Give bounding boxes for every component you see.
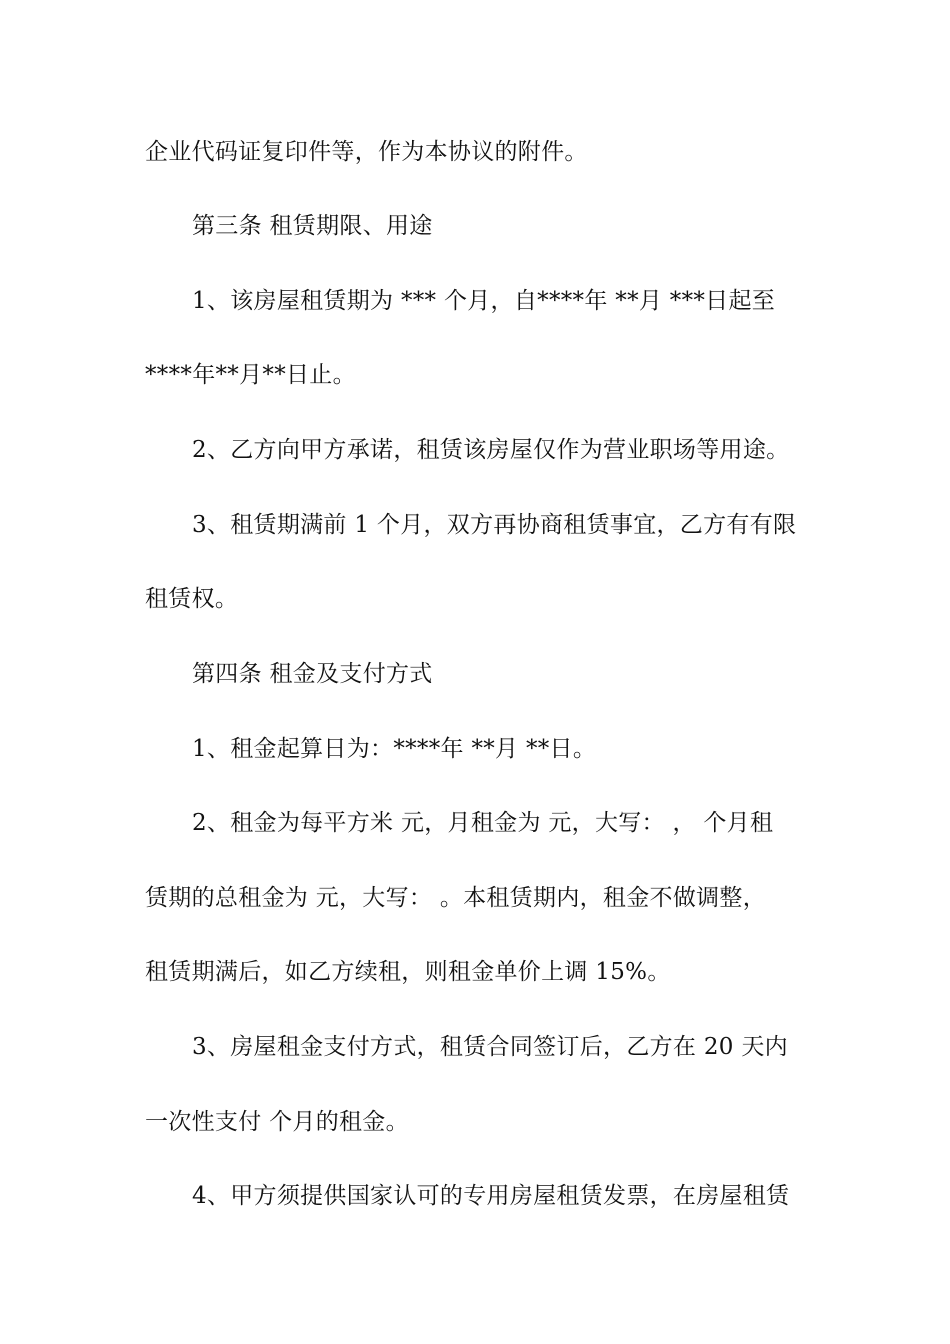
paragraph-line: 1、租金起算日为：****年 **月 **日。 [192, 736, 597, 762]
paragraph-line: 赁期的总租金为 元，大写： 。本租赁期内，租金不做调整， [145, 885, 767, 911]
paragraph-line: 2、乙方向甲方承诺，租赁该房屋仅作为营业职场等用途。 [192, 437, 790, 463]
paragraph-line: 企业代码证复印件等，作为本协议的附件。 [145, 139, 588, 165]
section-heading: 第三条 租赁期限、用途 [192, 213, 433, 239]
paragraph-line: 一次性支付 个月的租金。 [145, 1109, 409, 1135]
paragraph-line: 3、租赁期满前 1 个月，双方再协商租赁事宜，乙方有有限 [192, 512, 797, 538]
paragraph-line: 租赁期满后，如乙方续租，则租金单价上调 15%。 [145, 959, 671, 985]
paragraph-line: 1、该房屋租赁期为 *** 个月，自****年 **月 ***日起至 [192, 288, 776, 314]
section-heading: 第四条 租金及支付方式 [192, 661, 433, 687]
paragraph-line: 3、房屋租金支付方式，租赁合同签订后，乙方在 20 天内 [192, 1034, 788, 1060]
paragraph-line: ****年**月**日止。 [145, 362, 356, 388]
paragraph-line: 4、甲方须提供国家认可的专用房屋租赁发票，在房屋租赁 [192, 1183, 790, 1209]
paragraph-line: 租赁权。 [145, 586, 239, 612]
paragraph-line: 2、租金为每平方米 元，月租金为 元，大写： ， 个月租 [192, 810, 774, 836]
